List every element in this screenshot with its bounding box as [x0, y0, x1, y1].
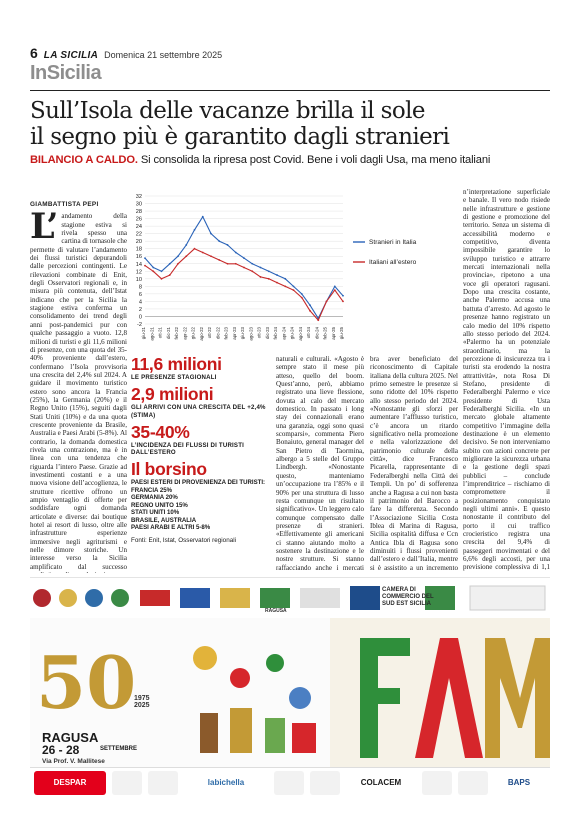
y-tick-label: 8: [138, 284, 142, 291]
legend-label: Stranieri in Italia: [369, 239, 417, 247]
x-tick-label: ago-24: [297, 327, 303, 341]
borsino-line: PAESI ARABI E ALTRI 5-8%: [131, 523, 211, 531]
sponsor-despar[interactable]: DESPAR: [34, 771, 106, 795]
newspaper-name: LA SICILIA: [43, 50, 99, 61]
article-column-4: [370, 355, 458, 573]
data-point: [152, 267, 154, 269]
x-tick-label: feb-23: [223, 327, 229, 340]
y-tick-label: 12: [135, 269, 142, 276]
data-point: [342, 301, 344, 303]
stat-estero-label: L’INCIDENZA DEI FLUSSI DI TURISTI DALL’ESTERO: [131, 441, 245, 457]
ad-dates: 26 - 28: [42, 743, 80, 757]
x-tick-label: apr-24: [281, 327, 287, 340]
ad-month: SETTEMBRE: [100, 746, 138, 752]
ad-fifty: 50: [36, 640, 137, 725]
page-number: 6: [30, 45, 38, 61]
article-text-1: andamento della stagione estiva si rivela spesso una cartina di tornasole che permette di valutare l’andamento dei flussi turistici depurandoli dalle percezioni contingenti. Le rilevazioni combinate di Enit, degli Osservatori regionali e, in misura più contenuta, dell’Istat indicano che per la Sicilia la stagione estiva conferma un consolidamento dei trend degli anni post-pandemici pur con qualche passaggio a vuoto. 12,8 milioni di turisti e gli 11,6 milioni di presenze, con una quota del 35-40% proveniente dall’estero, confermano l’Isola provvisoria una crescita del 2,4% sul 2024. A guidare il movimento turistico estero sono ancora la Francia (25%), la Germania (20%) e il Regno Unito (15%), seguiti dagli Stati Uniti (10%) e da una quota crescente proveniente da Brasile, Australia e Paesi Arabi (5-8%). Al contrario, la domanda domestica rivela una contrazione, ma è in linea con una tendenza che riguarda l’intero Paese. Grazie ad investimenti costanti e a una nuova visione dell’accoglienza, le strutture ricettive offrono un ampio ventaglio di offerte per soddisfare ogni domanda articolate e diverse: dai boutique hotel ai resort di lusso, oltre alle infrastrutture esperienze immersive negli agriturismi e nelle dimore storiche. Un interesse verso la Sicilia amplificato dal successo: [30, 212, 127, 571]
article-column-1: [30, 201, 127, 573]
stats-box: [131, 355, 270, 545]
x-tick-label: dic-24: [314, 327, 320, 339]
data-point: [293, 285, 295, 287]
x-tick-label: feb-24: [273, 327, 278, 340]
data-point: [235, 252, 237, 254]
article-text-3: naturali e culturali. «Agosto è sempre stato il mese più atteso, quello del boom. Quest’anno, però, abbiamo registrato una lieve flessione, dovuta al calo del mercato domestico. In passato i long stay dei connazionali erano una garanzia, oggi sono quasi scomparsi», commenta Piero Bonaiuto, general manager del San Pietro di Taormina, albergo a 5 stelle del Gruppo Lindbergh. «Nonostante questo, manteniamo un’occupazione tra l’85% e il 90% per una struttura di lusso resta comunque un risultato significativo». Un leggero calo comunque compensato dalle presenze di stranieri. «Effettivamente gli americani ci stanno aiutando molto a sostenere la destinazione e le nostre strutture. Si stanno raffacciando anche i mercati: [276, 355, 364, 572]
y-tick-label: 16: [135, 254, 142, 261]
x-tick-label: dic-21: [165, 327, 171, 339]
borsino-line: PAESI ESTERI DI PROVENIENZA DEI TURISTI:: [131, 479, 266, 487]
borsino-line: GERMANIA 20%: [131, 494, 178, 502]
page-header: [30, 45, 550, 61]
line-chart: [131, 190, 420, 350]
stat-presenze-value: 11,6 milioni: [131, 354, 222, 374]
deck: [30, 154, 550, 166]
data-point: [210, 233, 212, 235]
borsino-line: BRASILE, AUSTRALIA: [131, 516, 197, 524]
x-tick-label: apr-25: [330, 327, 336, 340]
data-point: [284, 278, 286, 280]
x-tick-label: ott-23: [256, 327, 262, 339]
sponsor-labichella[interactable]: labichella: [207, 778, 245, 787]
sponsor-logo[interactable]: [310, 771, 340, 795]
data-point: [218, 240, 220, 242]
data-point: [202, 216, 204, 218]
data-point: [169, 263, 171, 265]
sponsor-baps[interactable]: BAPS: [507, 778, 531, 787]
data-point: [202, 252, 204, 254]
data-point: [326, 301, 328, 303]
data-point: [301, 297, 303, 299]
x-tick-label: giu-23: [240, 327, 245, 340]
data-point: [260, 267, 262, 269]
x-tick-label: feb-25: [322, 327, 328, 340]
borsino-line: REGNO UNITO 15%: [131, 501, 188, 509]
article-text-5: n’interpretazione superficiale e banale. Il vero nodo risiede nelle infrastrutture e gestione di gestione e promozione del territorio. Senza un sistema di accessibilità moderno e competitivo, diventa impossibile garantire lo sviluppo turistico e attrarre mercati internazionali nella provincia», ripetono a una voce gli operatori ragusani. Dopo una crescita costante, anche Palermo accusa una battuta d’arresto. Ad agosto le presenze hanno registrato un calo medio del 10% rispetto allo stesso periodo del 2024. «Palermo ha un potenziale straordinario, ma la percezione di insicurezza tra i turisti sta erodendo la nostra attrattività», nota Rosa Di Stefano, presidente di Federalberghi Palermo e vice presidente di Usta Federalberghi Sicilia. «In un mercato globale altamente competitivo l’immagine della destinazione è un elemento decisivo. Se non interveniamo subito con azioni concrete per migliorare la sicurezza urbana e la gestione degli spazi pubblici – conclude l’imprenditrice – rischiamo di compromettere il posizionamento conquistato negli ultimi anni». E questo nonostante il contributo del porto il cui traffico crocieristico registra una crescita del 9,4% di passeggeri movimentati e del 6,6% degli accosti, per una previsione complessiva di 1,1: [463, 188, 550, 572]
chart-svg: [131, 190, 420, 350]
issue-date: Domenica 21 settembre 2025: [104, 50, 223, 60]
x-tick-label: giu-25: [339, 327, 344, 340]
x-tick-label: giu-22: [190, 327, 196, 340]
ad-logos: [30, 578, 550, 618]
legend-label: Italiani all’estero: [369, 259, 417, 267]
data-point: [194, 229, 196, 231]
data-point: [177, 255, 179, 257]
data-point: [227, 263, 229, 265]
data-point: [185, 244, 187, 246]
byline: GIAMBATTISTA PEPI: [30, 201, 99, 208]
data-point: [284, 285, 286, 287]
ad-address: Via Prof. V. Mallitese: [42, 758, 105, 765]
x-tick-label: apr-23: [231, 327, 237, 340]
headline-line-1: Sull’Isola delle vacanze brilla il sole: [30, 98, 425, 124]
headline: [30, 98, 550, 150]
article-text-4: bra aver beneficiato del riconoscimento di Capitale italiana della cultura 2025. Nel primo semestre le presenze si sono ridotte del 10% rispetto allo stesso periodo del 2024. «Nonostante gli sforzi per aumentare l’afflusso turistico, c’è ancora un ritardo significativo nella promozione e nella valorizzazione del patrimonio culturale della città», dice Francesco Picarella, rappresentante di Federalberghi nella Città dei Templi. Un po’ di sofferenza anche a Ragusa a cui non basta il patrimonio del Barocco a fare la differenza. Secondo l’Associazione Sicilia Costa Iblea di Marina di Ragusa, Sicilia ospitalità diffusa e Ccn Antica Ibla di Ragusa sono diminuiti i flussi provenienti dall’estero e dall’Italia, mentre si è assistito a un incremento: [370, 355, 458, 572]
y-tick-label: 10: [135, 276, 142, 283]
data-point: [169, 274, 171, 276]
ad-anniversary-logo: [36, 640, 184, 733]
sponsor-logo[interactable]: [274, 771, 304, 795]
data-point: [309, 310, 311, 312]
ad-ragusa-label: RAGUSA: [265, 608, 287, 614]
data-point: [177, 263, 179, 265]
borsino-line: STATI UNITI 10%: [131, 509, 180, 517]
deck-kicker: BILANCIO A CALDO.: [30, 154, 138, 166]
stat-arrivi-label: GLI ARRIVI CON UNA CRESCITA DEL +2,4% (STIMA): [131, 404, 266, 419]
y-tick-label: 14: [135, 261, 142, 268]
y-tick-label: 24: [135, 224, 142, 231]
section-title: InSicilia: [30, 62, 102, 84]
x-tick-label: giu-24: [289, 327, 295, 340]
data-point: [218, 259, 220, 261]
x-tick-label: apr-22: [182, 327, 188, 340]
sponsor-logo[interactable]: [148, 771, 178, 795]
y-tick-label: 28: [135, 209, 142, 216]
headline-line-2: il segno più è garantito dagli stranieri: [30, 124, 450, 150]
data-point: [144, 257, 146, 259]
x-tick-label: ott-22: [207, 327, 212, 339]
x-tick-label: ott-24: [306, 327, 311, 339]
stat-arrivi-value: 2,9 milioni: [131, 384, 214, 405]
y-tick-label: 22: [135, 231, 142, 238]
sponsor-logo[interactable]: [112, 771, 142, 795]
article-column-5: [463, 188, 550, 573]
data-point: [243, 267, 245, 269]
data-point: [210, 255, 212, 257]
y-tick-label: 0: [138, 314, 142, 321]
data-point: [251, 270, 253, 272]
x-tick-label: ago-23: [248, 327, 254, 341]
y-tick-label: 18: [135, 246, 142, 253]
x-tick-label: ago-21: [149, 327, 155, 341]
sponsor-colacem[interactable]: COLACEM: [360, 778, 402, 787]
data-point: [293, 289, 295, 291]
data-point: [317, 319, 319, 321]
data-point: [276, 282, 278, 284]
data-point: [243, 257, 245, 259]
data-point: [260, 276, 262, 278]
header-rule: [30, 90, 550, 91]
borsino-line: FRANCIA 25%: [131, 486, 173, 494]
y-tick-label: 4: [138, 299, 142, 306]
data-point: [301, 293, 303, 295]
data-point: [185, 255, 187, 257]
data-point: [334, 289, 336, 291]
x-tick-label: ago-22: [198, 327, 204, 341]
y-tick-label: 30: [135, 201, 142, 208]
ad-logo-strip: [30, 578, 550, 618]
x-tick-label: giu-21: [141, 327, 146, 340]
y-tick-label: 26: [135, 216, 142, 223]
borsino-title: Il borsino: [131, 459, 207, 480]
ad-chamber-name: CAMERA DI COMMERCIO DEL SUD EST SICILIA: [382, 587, 434, 607]
x-tick-label: feb-22: [174, 327, 179, 340]
data-point: [334, 285, 336, 287]
x-tick-label: dic-22: [215, 327, 221, 339]
ad-years: 1975 2025: [134, 695, 150, 709]
stat-presenze-label: LE PRESENZE STAGIONALI: [131, 374, 217, 381]
ad-city: RAGUSA: [42, 730, 99, 745]
data-point: [342, 295, 344, 297]
data-point: [309, 304, 311, 306]
data-point: [144, 265, 146, 267]
x-tick-label: ott-21: [157, 327, 163, 339]
data-point: [268, 270, 270, 272]
data-point: [194, 248, 196, 250]
y-tick-label: 20: [135, 239, 142, 246]
ad-sponsor-bar: [30, 767, 550, 797]
x-tick-label: dic-23: [264, 327, 270, 339]
sponsor-logo[interactable]: [422, 771, 452, 795]
stat-estero-value: 35-40%: [131, 421, 190, 442]
data-point: [227, 244, 229, 246]
y-tick-label: 2: [138, 306, 142, 313]
dropcap: L’: [30, 206, 59, 248]
data-point: [235, 263, 237, 265]
y-tick-label: 6: [138, 291, 142, 298]
advertisement[interactable]: [30, 577, 550, 796]
article-column-3: [276, 355, 364, 573]
y-tick-label: -2: [137, 322, 142, 328]
deck-text: Si consolida la ripresa post Covid. Bene i voli dagli Usa, ma meno italiani: [137, 154, 491, 166]
data-point: [268, 278, 270, 280]
data-point: [161, 270, 163, 272]
data-point: [161, 278, 163, 280]
data-point: [152, 270, 154, 272]
y-tick-label: 32: [135, 194, 142, 200]
data-point: [251, 263, 253, 265]
stats-source: Fonti: Enit, Istat, Osservatori regionali: [131, 537, 236, 545]
data-point: [276, 274, 278, 276]
sponsor-logo[interactable]: [458, 771, 488, 795]
